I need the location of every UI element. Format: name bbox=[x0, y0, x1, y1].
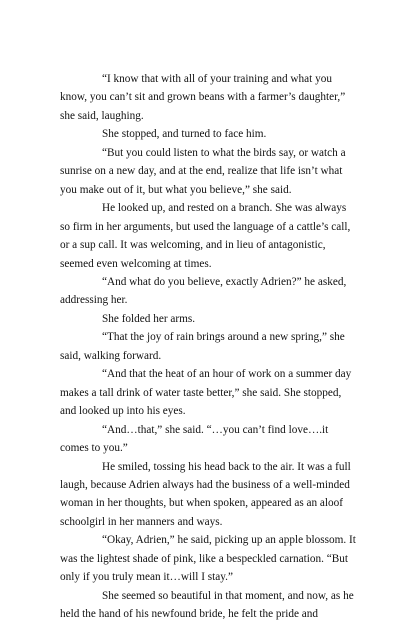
paragraph-8: “And that the heat of an hour of work on a summer day makes a tall drink of water taste better,” she said. She stopped, and looked up into his eyes. bbox=[60, 368, 352, 418]
paragraph-10: He smiled, tossing his head back to the air. It was a full laugh, because Adrien always had the business of a well-minded woman in her thoughts, but when spoken, appeared as an aloof schoolgirl in her manners and ways. bbox=[60, 460, 351, 528]
body-text bbox=[60, 70, 358, 624]
paragraph-5: “And what do you believe, exactly Adrien?” he asked, addressing her. bbox=[60, 275, 347, 307]
paragraph-11: “Okay, Adrien,” he said, picking up an apple blossom. It was the lightest shade of pink, like a bespeckled carnation. “But only if you truly mean it…will I stay.” bbox=[60, 534, 356, 584]
paragraph-2: She stopped, and turned to face him. bbox=[102, 128, 267, 141]
paragraph-3: “But you could listen to what the birds say, or watch a sunrise on a new day, and at the end, realize that life isn’t what you make out of it, but what you believe,” she said. bbox=[60, 146, 346, 196]
paragraph-4: He looked up, and rested on a branch. She was always so firm in her arguments, but used the language of a cattle’s call, or a sup call. It was welcoming, and in lieu of antagonistic, seemed even welcoming at times. bbox=[60, 202, 351, 270]
paragraph-12: She seemed so beautiful in that moment, and now, as he held the hand of his newfound bride, he felt the pride and bbox=[60, 589, 354, 621]
paragraph-1: “I know that with all of your training and what you know, you can’t sit and grown beans with a farmer’s daughter,” she said, laughing. bbox=[60, 73, 346, 122]
paragraph-9: “And…that,” she said. “…you can’t find love….it comes to you.” bbox=[60, 423, 329, 455]
paragraph-6: She folded her arms. bbox=[102, 312, 196, 325]
paragraph-7: “That the joy of rain brings around a new spring,” she said, walking forward. bbox=[60, 331, 345, 362]
